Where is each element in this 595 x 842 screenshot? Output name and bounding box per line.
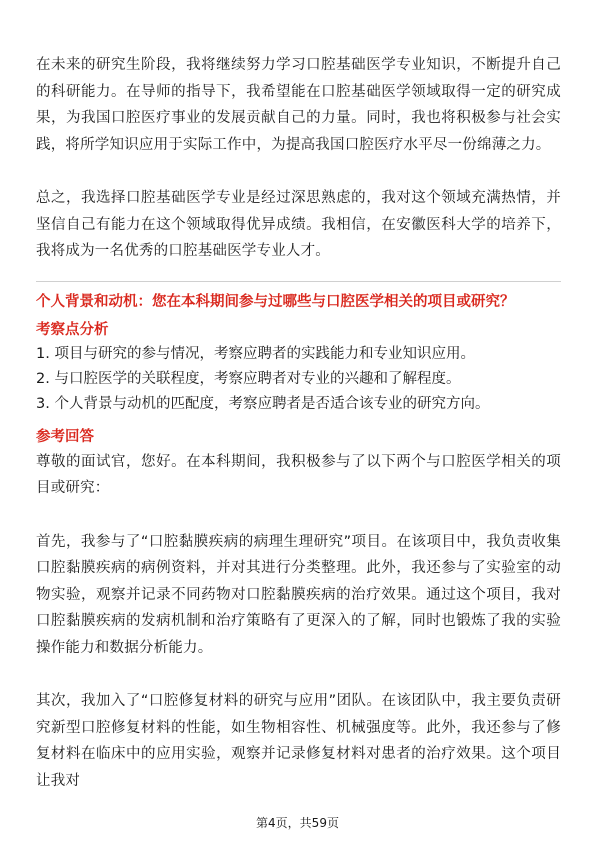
paragraph-gap (36, 158, 561, 185)
answer-heading: 参考回答 (36, 428, 94, 445)
paragraph-conclusion: 总之，我选择口腔基础医学专业是经过深思熟虑的，我对这个领域充满热情，并坚信自己有能力在这个领域取得优异成绩。我相信，在安徽医科大学的培养下，我将成为一名优秀的口腔基础医学专业人才。 (36, 190, 561, 259)
document-page (36, 52, 561, 794)
page-footer: 第4页，共59页 (256, 816, 339, 830)
analysis-item: 2. 与口腔医学的关联程度，考察应聘者对专业的兴趣和了解程度。 (36, 370, 461, 387)
analysis-item: 1. 项目与研究的参与情况，考察应聘者的实践能力和专业知识应用。 (36, 345, 475, 362)
answer-paragraph-second: 其次，我加入了“口腔修复材料的研究与应用”团队。在该团队中，我主要负责研究新型口腔修复材料的性能，如生物相容性、机械强度等。此外，我还参与了修复材料在临床中的应用实验，观察并记录修复材料对患者的治疗效果。这个项目让我对 (36, 693, 561, 789)
section-divider (36, 281, 561, 282)
paragraph-gap (36, 661, 561, 688)
analysis-item: 3. 个人背景与动机的匹配度，考察应聘者是否适合该专业的研究方向。 (36, 395, 490, 412)
answer-intro: 尊敬的面试官，您好。在本科期间，我积极参与了以下两个与口腔医学相关的项目或研究： (36, 453, 561, 496)
paragraph-gap (36, 502, 561, 529)
analysis-heading: 考察点分析 (36, 321, 109, 338)
paragraph-future-plans: 在未来的研究生阶段，我将继续努力学习口腔基础医学专业知识，不断提升自己的科研能力。在导师的指导下，我希望能在口腔基础医学领域取得一定的研究成果，为我国口腔医疗事业的发展贡献自己的力量。同时，我也将积极参与社会实践，将所学知识应用于实际工作中，为提高我国口腔医疗水平尽一份绵薄之力。 (36, 57, 561, 153)
answer-paragraph-first: 首先，我参与了“口腔黏膜疾病的病理生理研究”项目。在该项目中，我负责收集口腔黏膜疾病的病例资料，并对其进行分类整理。此外，我还参与了实验室的动物实验，观察并记录不同药物对口腔黏膜疾病的治疗效果。通过这个项目，我对口腔黏膜疾病的发病机制和治疗策略有了更深入的了解，同时也锻炼了我的实验操作能力和数据分析能力。 (36, 533, 561, 656)
interview-question: 个人背景和动机：您在本科期间参与过哪些与口腔医学相关的项目或研究？ (36, 293, 515, 310)
